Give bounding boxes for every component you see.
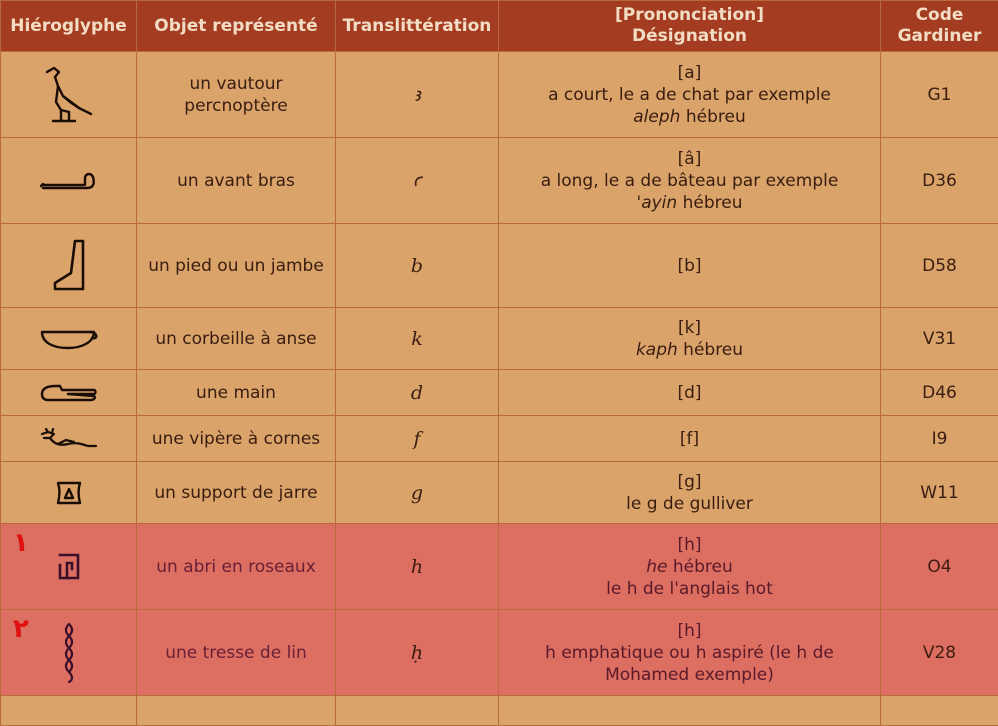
glyph-cell [1, 462, 137, 524]
reed-shelter-icon [54, 551, 84, 583]
code-cell: V31 [881, 308, 998, 370]
objet-cell: un vautour percnoptère [137, 52, 336, 138]
code-cell: G1 [881, 52, 998, 138]
code-cell: W11 [881, 462, 998, 524]
glyph-cell [1, 308, 137, 370]
pron-italic: kaph [636, 340, 678, 360]
header-pron-line2: Désignation [505, 26, 874, 47]
glyph-cell [1, 370, 137, 416]
translit-cell: ꜣ [336, 52, 499, 138]
table-row-highlighted [1, 610, 998, 696]
pron-line: [f] [505, 428, 874, 450]
objet-cell: une tresse de lin [137, 610, 336, 696]
code-cell [881, 696, 998, 726]
pron-tail: hébreu [680, 107, 745, 127]
translit-cell: h [336, 524, 499, 610]
pron-line [505, 339, 874, 361]
glyph-cell [1, 52, 137, 138]
pron-cell [499, 224, 881, 308]
pron-cell [499, 52, 881, 138]
pron-cell [499, 416, 881, 462]
forearm-icon [39, 169, 99, 193]
jar-stand-icon [54, 479, 84, 507]
pron-italic: 'ayin [637, 193, 678, 213]
pron-line [505, 192, 874, 214]
pron-line: [a] [505, 62, 874, 84]
pron-line: h emphatique ou h aspiré (le h de Mohamed exemple) [505, 642, 874, 686]
row-marker-1: ١ [13, 530, 29, 556]
translit-cell: f [336, 416, 499, 462]
code-cell: D58 [881, 224, 998, 308]
pron-line: [d] [505, 382, 874, 404]
objet-cell: un pied ou un jambe [137, 224, 336, 308]
pron-line: [g] [505, 471, 874, 493]
objet-cell: un abri en roseaux [137, 524, 336, 610]
pron-line: le h de l'anglais hot [505, 578, 874, 600]
pron-line [505, 106, 874, 128]
header-objet: Objet représenté [137, 1, 336, 52]
pron-cell [499, 138, 881, 224]
basket-icon [38, 326, 100, 352]
objet-cell [137, 696, 336, 726]
pron-tail: hébreu [677, 193, 742, 213]
header-code-line2: Gardiner [887, 26, 992, 47]
hand-icon [38, 382, 100, 404]
table-row [1, 696, 998, 726]
translit-cell: ꜥ [336, 138, 499, 224]
glyph-cell [1, 524, 137, 610]
translit-cell: k [336, 308, 499, 370]
pron-line: [â] [505, 148, 874, 170]
code-cell: D36 [881, 138, 998, 224]
pron-line: a court, le a de chat par exemple [505, 84, 874, 106]
pron-cell [499, 610, 881, 696]
glyph-cell [1, 416, 137, 462]
viper-icon [38, 428, 100, 450]
pron-cell [499, 462, 881, 524]
objet-cell: un avant bras [137, 138, 336, 224]
table-row [1, 370, 998, 416]
header-hieroglyphe: Hiéroglyphe [1, 1, 137, 52]
objet-cell: un support de jarre [137, 462, 336, 524]
header-translit: Translittération [336, 1, 499, 52]
table-row [1, 308, 998, 370]
pron-line [505, 556, 874, 578]
translit-cell [336, 696, 499, 726]
table-row [1, 52, 998, 138]
pron-line: [k] [505, 317, 874, 339]
header-code-line1: Code [887, 5, 992, 26]
objet-cell: une vipère à cornes [137, 416, 336, 462]
code-cell: D46 [881, 370, 998, 416]
pron-italic: he [646, 557, 667, 577]
pron-line: a long, le a de bâteau par exemple [505, 170, 874, 192]
glyph-cell [1, 224, 137, 308]
translit-cell: g [336, 462, 499, 524]
table-row [1, 462, 998, 524]
pron-line: [h] [505, 620, 874, 642]
pron-tail: hébreu [667, 557, 732, 577]
table-row-highlighted [1, 524, 998, 610]
header-pron-line1: [Prononciation] [505, 5, 874, 26]
row-marker-2: ٢ [13, 616, 29, 642]
pron-cell [499, 696, 881, 726]
pron-cell [499, 370, 881, 416]
code-cell: O4 [881, 524, 998, 610]
pron-line: [h] [505, 534, 874, 556]
pron-tail: hébreu [678, 340, 743, 360]
table-row [1, 138, 998, 224]
objet-cell: une main [137, 370, 336, 416]
pron-italic: aleph [633, 107, 680, 127]
table-row [1, 224, 998, 308]
pron-line: [b] [505, 255, 874, 277]
table-header-row [1, 1, 998, 52]
leg-icon [49, 237, 89, 295]
translit-cell: d [336, 370, 499, 416]
pron-line: le g de gulliver [505, 493, 874, 515]
flax-twist-icon [59, 622, 79, 684]
code-cell: V28 [881, 610, 998, 696]
glyph-cell [1, 610, 137, 696]
glyph-cell [1, 138, 137, 224]
header-code [881, 1, 998, 52]
code-cell: I9 [881, 416, 998, 462]
translit-cell: ḥ [336, 610, 499, 696]
pron-cell [499, 308, 881, 370]
table-row [1, 416, 998, 462]
header-prononciation [499, 1, 881, 52]
objet-cell: un corbeille à anse [137, 308, 336, 370]
vulture-icon [39, 64, 99, 126]
glyph-cell [1, 696, 137, 726]
pron-cell [499, 524, 881, 610]
translit-cell: b [336, 224, 499, 308]
